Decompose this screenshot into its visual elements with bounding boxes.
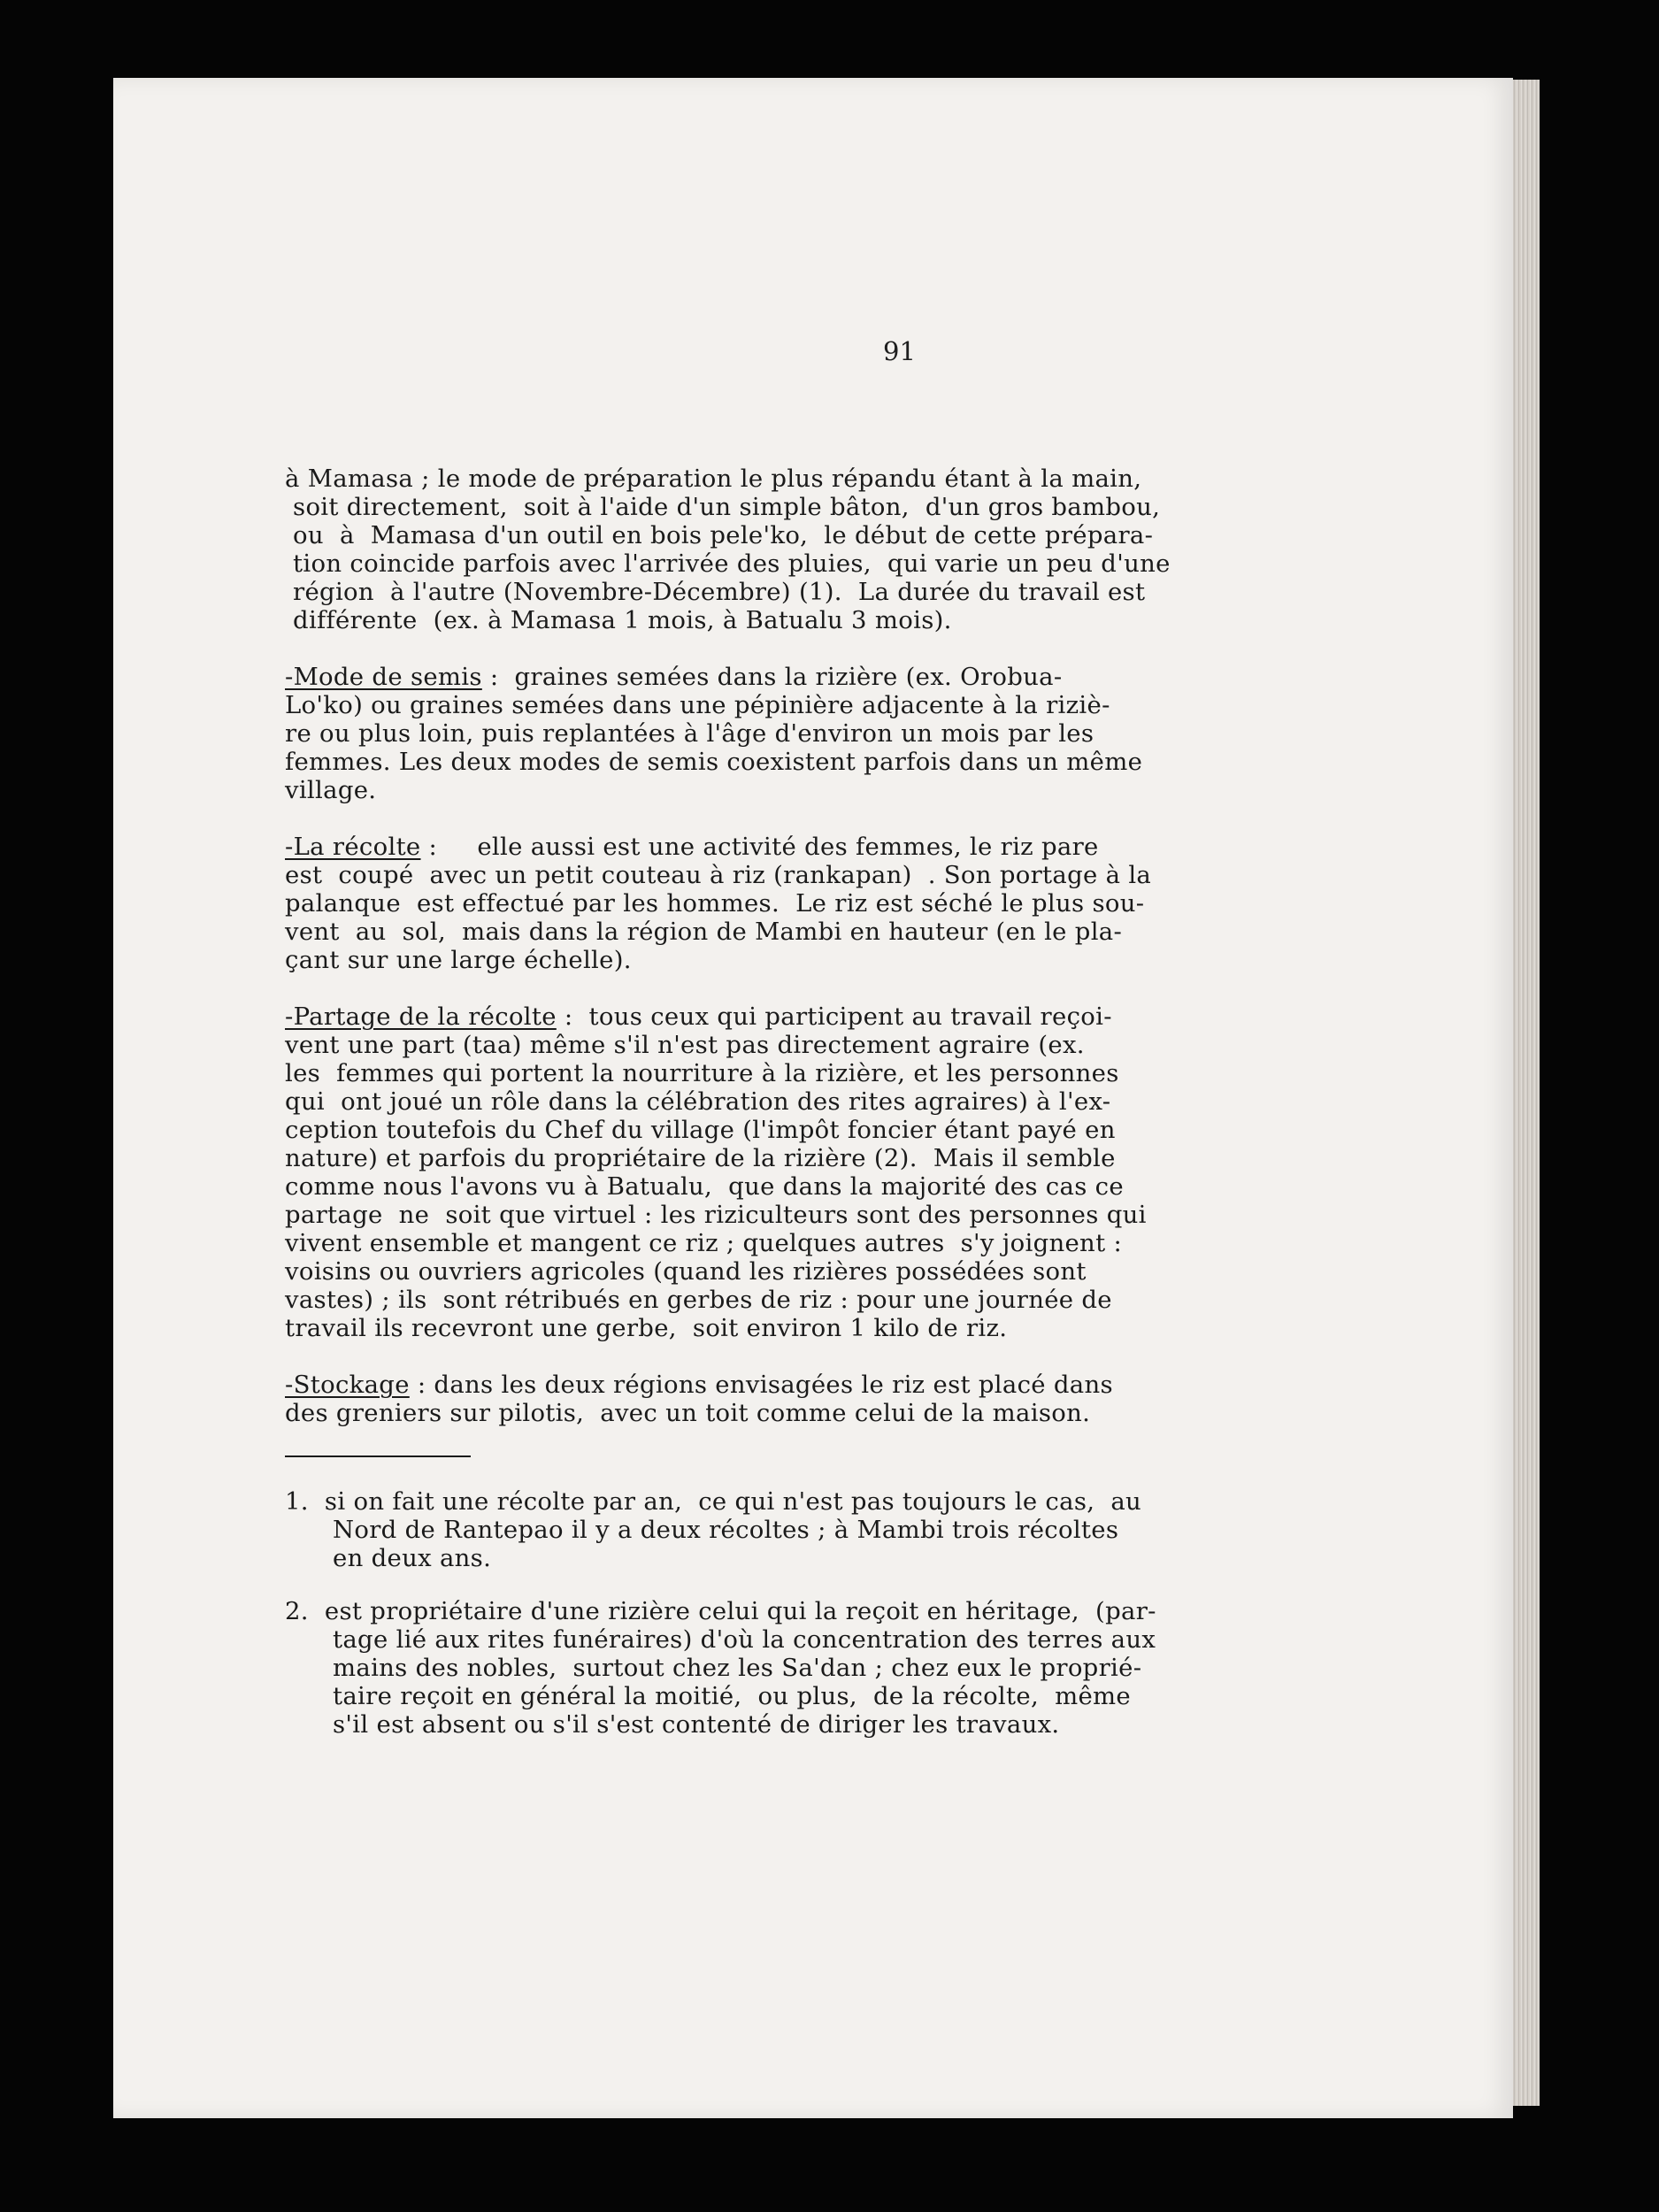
intro-paragraph	[285, 465, 1329, 634]
text-line: différente (ex. à Mamasa 1 mois, à Batualu 3 mois).	[285, 606, 952, 634]
text-line: -Stockage : dans les deux régions envisagées le riz est placé dans	[285, 1371, 1113, 1399]
footnote-separator	[285, 1455, 471, 1457]
page-body	[285, 465, 1329, 1763]
text-line: partage ne soit que virtuel : les riziculteurs sont des personnes qui	[285, 1201, 1147, 1229]
page-number: 91	[883, 336, 916, 366]
text-line: -Mode de semis : graines semées dans la rizière (ex. Orobua-	[285, 663, 1063, 691]
text-line: tion coincide parfois avec l'arrivée des pluies, qui varie un peu d'une	[285, 549, 1171, 578]
stockage-paragraph	[285, 1371, 1329, 1427]
text-line: est coupé avec un petit couteau à riz (rankapan) . Son portage à la	[285, 861, 1152, 889]
text-line: -Partage de la récolte : tous ceux qui participent au travail reçoi-	[285, 1002, 1112, 1031]
text-line: région à l'autre (Novembre-Décembre) (1). La durée du travail est	[285, 578, 1146, 606]
recolte-paragraph	[285, 833, 1329, 974]
partage-paragraph	[285, 1002, 1329, 1342]
text-line: travail ils recevront une gerbe, soit environ 1 kilo de riz.	[285, 1314, 1008, 1342]
text-line: comme nous l'avons vu à Batualu, que dans la majorité des cas ce	[285, 1172, 1124, 1201]
section-term-partage: -Partage de la récolte	[285, 1002, 557, 1031]
text-line: village.	[285, 776, 377, 804]
text-line: 1. si on fait une récolte par an, ce qui n'est pas toujours le cas, au	[285, 1487, 1142, 1516]
text-line: vivent ensemble et mangent ce riz ; quelques autres s'y joignent :	[285, 1229, 1123, 1257]
text-line: Nord de Rantepao il y a deux récoltes ; à Mambi trois récoltes	[333, 1516, 1119, 1544]
section-term-recolte: -La récolte	[285, 833, 421, 861]
text-line: s'il est absent ou s'il s'est contenté de diriger les travaux.	[333, 1710, 1060, 1739]
text-line: vent au sol, mais dans la région de Mambi en hauteur (en le pla-	[285, 918, 1123, 946]
text-line: 2. est propriétaire d'une rizière celui qui la reçoit en héritage, (par-	[285, 1597, 1156, 1625]
semis-paragraph	[285, 663, 1329, 804]
text-line: femmes. Les deux modes de semis coexistent parfois dans un même	[285, 748, 1143, 776]
text-line: voisins ou ouvriers agricoles (quand les rizières possédées sont	[285, 1257, 1087, 1286]
text-line: ou à Mamasa d'un outil en bois pele'ko, le début de cette prépara-	[285, 521, 1154, 549]
text-line: taire reçoit en général la moitié, ou plus, de la récolte, même	[333, 1682, 1131, 1710]
text-line: des greniers sur pilotis, avec un toit comme celui de la maison.	[285, 1399, 1091, 1427]
text-line: les femmes qui portent la nourriture à la rizière, et les personnes	[285, 1059, 1119, 1087]
text-line: tage lié aux rites funéraires) d'où la concentration des terres aux	[333, 1625, 1156, 1654]
text-line: -La récolte : elle aussi est une activité des femmes, le riz pare	[285, 833, 1099, 861]
text-line: vent une part (taa) même s'il n'est pas directement agraire (ex.	[285, 1031, 1085, 1059]
text-line: palanque est effectué par les hommes. Le riz est séché le plus sou-	[285, 889, 1145, 918]
text-line: vastes) ; ils sont rétribués en gerbes de riz : pour une journée de	[285, 1286, 1112, 1314]
section-term-semis: -Mode de semis	[285, 663, 482, 691]
section-term-stockage: -Stockage	[285, 1371, 410, 1399]
text-line: Lo'ko) ou graines semées dans une pépinière adjacente à la riziè-	[285, 691, 1110, 719]
text-line: à Mamasa ; le mode de préparation le plus répandu étant à la main,	[285, 465, 1142, 493]
text-line: re ou plus loin, puis replantées à l'âge d'environ un mois par les	[285, 719, 1094, 748]
text-line: soit directement, soit à l'aide d'un simple bâton, d'un gros bambou,	[285, 493, 1161, 521]
text-line: mains des nobles, surtout chez les Sa'dan ; chez eux le proprié-	[333, 1654, 1142, 1682]
text-line: çant sur une large échelle).	[285, 946, 632, 974]
text-line: nature) et parfois du propriétaire de la rizière (2). Mais il semble	[285, 1144, 1116, 1172]
text-line: ception toutefois du Chef du village (l'impôt foncier étant payé en	[285, 1116, 1116, 1144]
footnote-1	[285, 1487, 1329, 1572]
text-line: en deux ans.	[333, 1544, 492, 1572]
footnote-2	[285, 1597, 1329, 1739]
text-line: qui ont joué un rôle dans la célébration des rites agraires) à l'ex-	[285, 1087, 1111, 1116]
